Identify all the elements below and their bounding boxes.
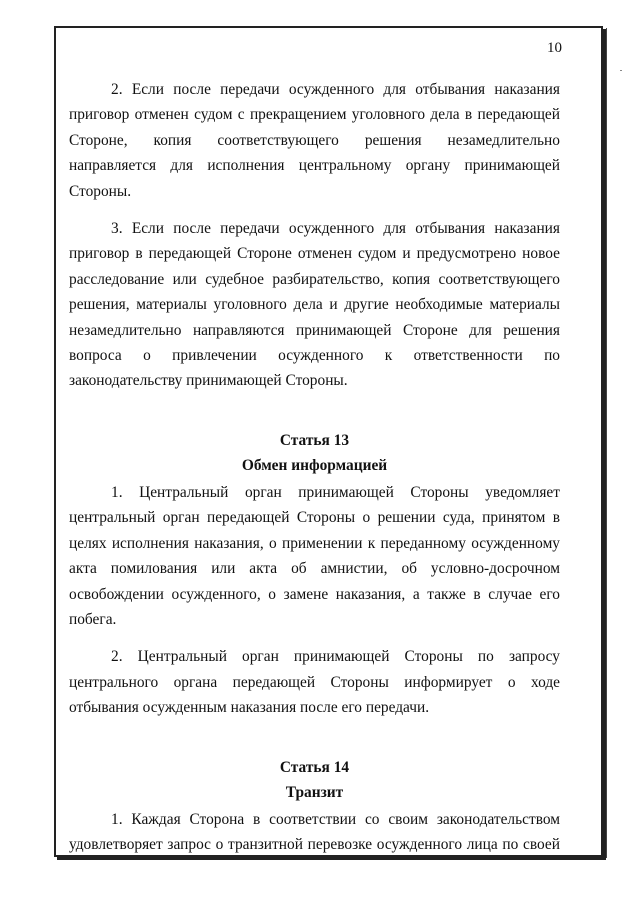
article-13-paragraph-1: 1. Центральный орган принимающей Стороны уведомляет центральный орган передающей Стороны о решении суда, принятом в целях исполнения наказания, о применении к переданному осужденному акта помилования или акта об амнистии, об условно-досрочном освобождении осужденного, о замене наказания, а также в случае его побега. bbox=[69, 483, 560, 628]
paragraph-2: 2. Если после передачи осужденного для отбывания наказания приговор отменен судом с прекращением уголовного дела в передающей Стороне, копия соответствующего решения незамедлительно направляется для исполнения центральному органу принимающей Стороны. bbox=[69, 81, 560, 200]
document-body bbox=[69, 77, 560, 869]
paragraph-3: 3. Если после передачи осужденного для отбывания наказания приговор в передающей Стороне отменен судом и предусмотрено новое расследование или судебное разбирательство, копия соответствующего решения, материалы уголовного дела и другие необходимые материалы незамедлительно направляются принимающей Стороне для решения вопроса о привлечении осужденного к ответственности по законодательству принимающей Стороны. bbox=[69, 220, 560, 390]
article-14-paragraph-1: 1. Каждая Сторона в соответствии со своим законодательством удовлетворяет запрос о транзитной перевозке осужденного лица по своей bbox=[69, 810, 560, 853]
article-14-title: Статья 14 bbox=[279, 758, 350, 776]
scan-speck bbox=[620, 70, 622, 71]
article-13-title: Статья 13 bbox=[279, 431, 350, 449]
article-13-subtitle: Обмен информацией bbox=[241, 456, 388, 474]
article-13-paragraph-2: 2. Центральный орган принимающей Стороны по запросу центрального органа передающей Стороны информирует о ходе отбывания осужденным наказания после его передачи. bbox=[69, 648, 560, 717]
page-number: 10 bbox=[547, 40, 562, 56]
page-border-outer-line bbox=[606, 28, 607, 858]
article-14-subtitle: Транзит bbox=[285, 783, 344, 801]
